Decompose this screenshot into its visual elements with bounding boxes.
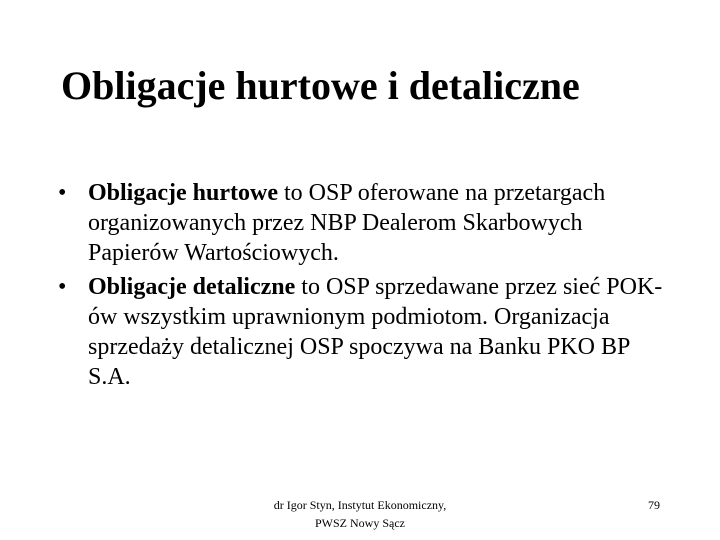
footer-author-line: dr Igor Styn, Instytut Ekonomiczny,: [273, 498, 447, 512]
bullet-item-obligacje-detaliczne: [58, 272, 678, 392]
slide-footer: [244, 496, 476, 532]
slide-title: Obligacje hurtowe i detaliczne: [61, 63, 580, 108]
bullet-term: Obligacje detaliczne: [88, 274, 296, 300]
bullet-item-obligacje-hurtowe: [58, 178, 678, 268]
bullet-icon: •: [58, 274, 67, 300]
bullet-term: Obligacje hurtowe: [88, 180, 278, 206]
page-number: 79: [648, 498, 660, 512]
bullet-text: to OSP oferowane na przetargach organizowanych przez NBP Dealerom Skarbowych Papierów Wartościowych.: [88, 180, 606, 266]
footer-institution-line: PWSZ Nowy Sącz: [315, 516, 405, 530]
bullet-icon: •: [58, 180, 67, 206]
bullet-text: to OSP sprzedawane przez sieć POK-ów wszystkim uprawnionym podmiotom. Organizacja sprzedaży detalicznej OSP spoczywa na Banku PKO BP S.A.: [88, 274, 663, 390]
bullet-list: [58, 178, 678, 396]
